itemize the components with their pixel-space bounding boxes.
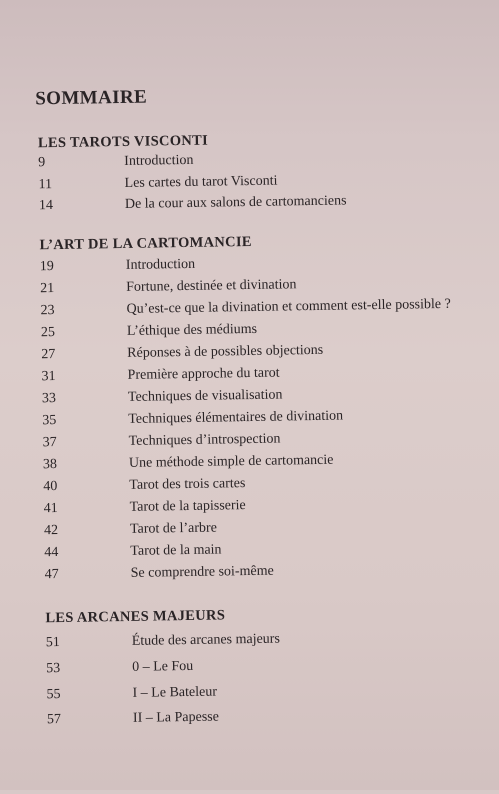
- entry-title: 0 – Le Fou: [132, 658, 194, 675]
- entry-title: II – La Papesse: [132, 709, 220, 726]
- entry-title: Tarot de la tapisserie: [129, 498, 246, 515]
- toc-entry: [45, 558, 485, 585]
- entry-title: Une méthode simple de cartomancie: [128, 452, 334, 471]
- entry-title: Techniques de visualisation: [127, 387, 283, 405]
- entry-title: Se comprendre soi-même: [130, 563, 274, 581]
- page-number: 40: [43, 479, 58, 495]
- page-number: 41: [43, 501, 58, 517]
- entry-title: Tarot de la main: [130, 542, 222, 559]
- page-number: 37: [42, 435, 57, 451]
- page-number: 11: [38, 177, 53, 193]
- page-number: 9: [38, 155, 46, 171]
- entry-title: Techniques élémentaires de divination: [128, 408, 344, 427]
- entry-title: Introduction: [124, 152, 194, 169]
- page-number: 19: [39, 259, 54, 275]
- section-heading: L’ART DE LA CARTOMANCIE: [39, 233, 252, 254]
- toc-entry: [47, 703, 487, 730]
- page-number: 31: [41, 369, 56, 385]
- page-number: 21: [40, 281, 55, 297]
- entry-title: De la cour aux salons de cartomanciens: [124, 193, 347, 212]
- toc-entry: [46, 626, 486, 653]
- page-number: 57: [46, 712, 62, 728]
- entry-title: Étude des arcanes majeurs: [131, 631, 280, 649]
- entry-title: I – Le Bateleur: [132, 684, 218, 701]
- page-number: 33: [41, 391, 57, 407]
- entry-title: L’éthique des médiums: [126, 321, 258, 339]
- page-number: 44: [44, 545, 59, 561]
- section-heading: LES ARCANES MAJEURS: [45, 607, 226, 627]
- page-number: 35: [42, 413, 57, 429]
- page-number: 14: [38, 198, 54, 214]
- page-number: 53: [46, 661, 61, 677]
- page-title: SOMMAIRE: [35, 86, 148, 110]
- page-number: 23: [40, 303, 55, 319]
- page-number: 38: [42, 457, 58, 473]
- entry-title: Tarot des trois cartes: [129, 476, 246, 493]
- entry-title: Réponses à de possibles objections: [127, 342, 324, 361]
- entry-title: Introduction: [125, 256, 196, 273]
- page-number: 55: [46, 687, 61, 703]
- entry-title: Fortune, destinée et divination: [126, 277, 297, 295]
- toc-entry: [46, 652, 486, 679]
- page-number: 25: [40, 325, 56, 341]
- entry-title: Tarot de l’arbre: [129, 520, 217, 537]
- page-number: 27: [41, 347, 56, 363]
- toc-entry: [46, 678, 486, 705]
- entry-title: Les cartes du tarot Visconti: [124, 173, 278, 191]
- entry-title: Qu’est-ce que la divination et comment est-elle possible ?: [126, 296, 451, 317]
- page-number: 42: [43, 523, 59, 539]
- page-number: 51: [45, 635, 60, 651]
- entry-title: Première approche du tarot: [127, 365, 280, 383]
- entry-title: Techniques d’introspection: [128, 431, 281, 449]
- section-heading: LES TAROTS VISCONTI: [37, 132, 209, 152]
- page-number: 47: [44, 567, 59, 583]
